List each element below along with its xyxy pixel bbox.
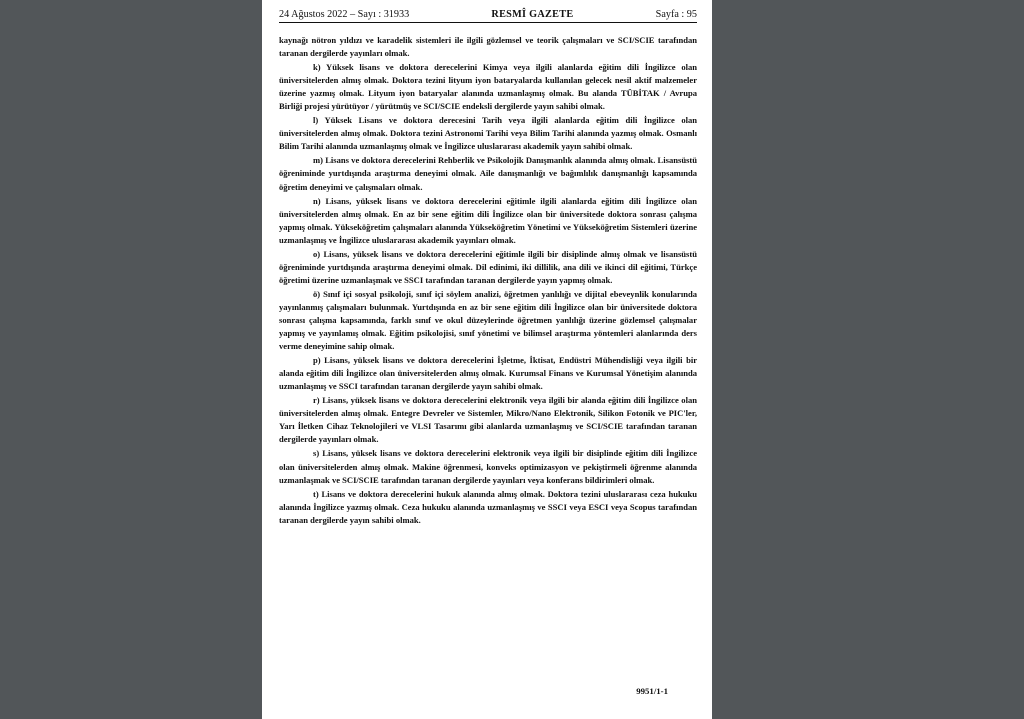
paragraph-o-umlaut: ö) Sınıf içi sosyal psikoloji, sınıf içi söylem analizi, öğretmen yanlılığı ve dijital ebeveynlik konularında yayınlanmış çalışmaları bulunmak. Yurtdışında en az bir sene eğitim dili İngilizce olan bir üniversitede doktora sonrası çalışma kapsamında, farklı sınıf ve okul düzeylerinde öğretmen yanlılığı üzerine gözlemsel çalışmalar yapmış ve yayınlamış olmak. Eğitim psikolojisi, sınıf yönetimi ve bilimsel araştırma yöntemleri alanlarında ders verme deneyimine sahip olmak.: [279, 288, 697, 352]
document-body: [279, 34, 697, 528]
paragraph-l: l) Yüksek Lisans ve doktora derecesini Tarih veya ilgili alanlarda eğitim dili İngilizce olan üniversitelerden almış olmak. Doktora tezini Astronomi Tarihi veya Bilim Tarihi alanında yazmış olmak. Osmanlı Bilim Tarihi alanında uzmanlaşmış olmak ve İngilizce uluslararası akademik yayın sahibi olmak.: [279, 115, 697, 152]
page-number: Sayfa : 95: [655, 9, 697, 20]
paragraph-s: s) Lisans, yüksek lisans ve doktora derecelerini elektronik veya ilgili bir disiplinde eğitim dili İngilizce olan üniversitelerden almış olmak. Makine öğrenmesi, konveks optimizasyon ve pekiştirmeli öğrenme alanında uzmanlaşmak ve SCI/SCIE tarafından taranan dergilerde yayınları veya konferans bildirimleri olmak.: [279, 448, 697, 485]
paragraph-p: p) Lisans, yüksek lisans ve doktora derecelerini İşletme, İktisat, Endüstri Mühendisliği veya ilgili bir alanda eğitim dili İngilizce olan üniversitelerden almış olmak. Kurumsal Finans ve Kurumsal Yönetişim alanında uzmanlaşmış ve SSCI tarafından taranan dergilerde yayın sahibi olmak.: [279, 355, 697, 392]
gazette-title: RESMÎ GAZETE: [491, 9, 574, 20]
paragraph-k: k) Yüksek lisans ve doktora derecelerini Kimya veya ilgili alanlarda eğitim dili İngilizce olan üniversitelerden almış olmak. Doktora tezini lityum iyon bataryalarda kullanılan gelecek nesil aktif malzemeler üzerine yazmış olmak. Lityum iyon bataryalar alanında uzmanlaşmış olmak. Bu alanda TÜBİTAK / Avrupa Birliği projesi yürütüyor / yürütmüş ve SCI/SCIE endeksli dergilerde yayın sahibi olmak.: [279, 62, 697, 112]
paragraph-r: r) Lisans, yüksek lisans ve doktora derecelerini elektronik veya ilgili bir alanda eğitim dili İngilizce olan üniversitelerden almış olmak. Entegre Devreler ve Sistemler, Mikro/Nano Elektronik, Silikon Fotonik ve PIC'ler, Yarı İletken Cihaz Teknolojileri ve VLSI Tasarımı gibi alanlarda uzmanlaşmış ve SCI/SCIE tarafından taranan dergilerde yayınları olmak.: [279, 395, 697, 445]
page-header: [279, 9, 697, 23]
paragraph-m: m) Lisans ve doktora derecelerini Rehberlik ve Psikolojik Danışmanlık alanında almış olmak. Lisansüstü öğreniminde yurtdışında araştırma deneyimi olmak. Aile danışmanlığı ve bağımlılık danışmanlığı kapsamında öğretim deneyimi ve çalışmaları olmak.: [279, 155, 697, 192]
paragraph-continuation: kaynağı nötron yıldızı ve karadelik sistemleri ile ilgili gözlemsel ve teorik çalışmaları ve SCI/SCIE tarafından taranan dergilerde yayınları olmak.: [279, 35, 697, 59]
issue-date-number: 24 Ağustos 2022 – Sayı : 31933: [279, 9, 410, 20]
document-page: [262, 0, 712, 719]
paragraph-t: t) Lisans ve doktora derecelerini hukuk alanında almış olmak. Doktora tezini uluslararası ceza hukuku alanında İngilizce yazmış olmak. Ceza hukuku alanında uzmanlaşmış ve SSCI veya ESCI veya Scopus tarafından taranan dergilerde yayın sahibi olmak.: [279, 488, 697, 525]
paragraph-n: n) Lisans, yüksek lisans ve doktora derecelerini eğitimle ilgili alanlarda eğitim dili İngilizce olan üniversitelerden almış olmak. En az bir sene eğitim dili İngilizce olan bir üniversitede doktora sonrası çalışma yapmış olmak. Yükseköğretim çalışmaları alanında Yükseköğretim Yönetimi ve Yükseköğretim Sistemleri üzerine uzmanlaşmış ve İngilizce uluslararası akademik yayınları olmak.: [279, 195, 697, 245]
paragraph-o: o) Lisans, yüksek lisans ve doktora derecelerini eğitimle ilgili bir disiplinde almış olmak ve lisansüstü öğreniminde yurtdışında araştırma deneyimi olmak. Dil edinimi, iki dillilik, ana dili ve ikinci dil eğitimi, Türkçe öğretimi üzerine uzmanlaşmak ve SSCI tarafından taranan dergilerde yayın yapmış olmak.: [279, 248, 697, 285]
document-code: 9951/1-1: [636, 686, 668, 696]
